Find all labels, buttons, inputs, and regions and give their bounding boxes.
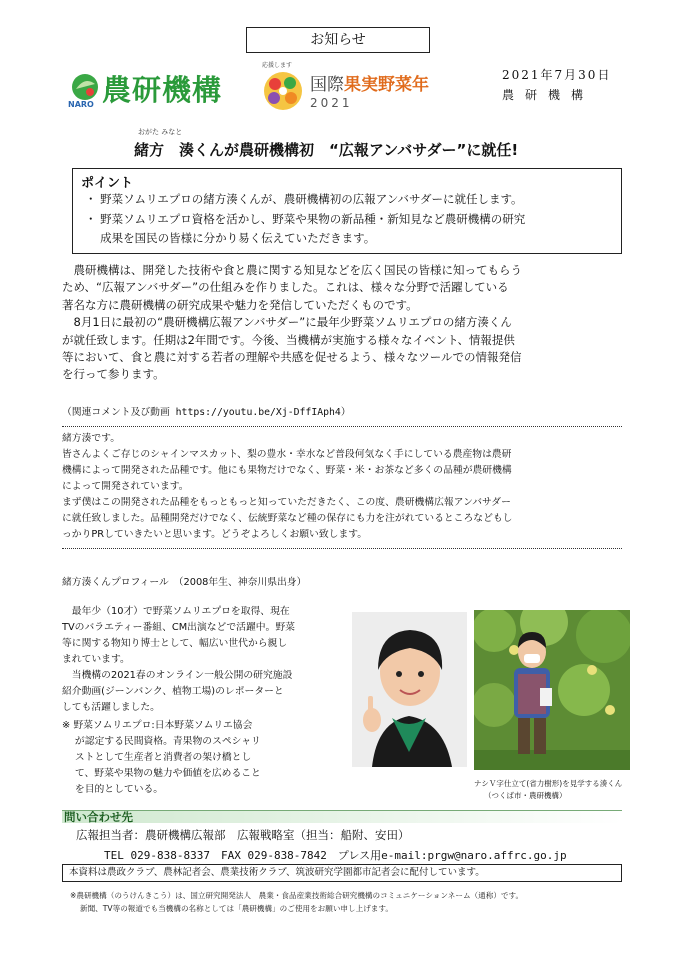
orchard-photo — [474, 610, 630, 770]
body-line: ため、“広報アンバサダー”の仕組みを作りました。これは、様々な分野で活躍している — [62, 280, 509, 295]
comment-link[interactable]: （関連コメント及び動画 https://youtu.be/Xj-DffIAph4） — [62, 407, 351, 418]
profile-line: まれています。 — [62, 654, 130, 665]
intl-year-title — [310, 70, 429, 95]
comment-line: まず僕はこの開発された品種をもっともっと知っていただきたく、この度、農研機構広報アンバサダー — [62, 497, 511, 508]
point-item: ・ 野菜ソムリエプロの緒方湊くんが、農研機構初の広報アンバサダーに就任します。 — [85, 192, 523, 206]
portrait-illustration — [352, 612, 467, 767]
intl-year-logo — [262, 60, 462, 114]
comment-line: によって開発されています。 — [62, 481, 189, 492]
note-line: て、野菜や果物の魅力や価値を広めること — [62, 768, 261, 779]
body-line: を行って参ります。 — [62, 367, 165, 382]
body-line: 8月1日に最初の“農研機構広報アンバサダー”に最年少野菜ソムリエプロの緒方湊くん — [62, 315, 512, 330]
press-distribution: 本資料は農政クラブ、農林記者会、農業技術クラブ、筑波研究学園都市記者会に配付しています。 — [62, 864, 622, 882]
comment-line: 機構によって開発された品種です。他にも果物だけでなく、野菜・米・お茶など多くの品種が農研機構 — [62, 465, 512, 476]
fruit-vegetable-icon — [262, 70, 304, 112]
comment-line: 皆さんよくご存じのシャインマスカット、梨の豊水・幸水など普段何気なく手にしている農産物は農研 — [62, 449, 512, 460]
contact-title: 問い合わせ先 — [64, 810, 133, 824]
note-line: ストとして生産者と消費者の架け橋とし — [62, 752, 252, 763]
photo-caption-location: （つくば市・農研機構） — [484, 791, 567, 800]
comment-text — [62, 431, 512, 543]
note-line: を目的としている。 — [62, 784, 164, 795]
headline: 緒方 湊くんが農研機構初 “広報アンバサダー”に就任! — [134, 141, 519, 159]
photo-caption: ナシＶ字仕立て(省力樹形)を見学する湊くん — [474, 779, 623, 788]
intl-year-year: 2021 — [310, 96, 353, 110]
body-line: が就任致します。任期は2年間です。今後、当機構が実施する様々なイベント、情報提供 — [62, 332, 515, 347]
body-line: 著名な方に農研機構の研究成果や魅力を発信していただくものです。 — [62, 297, 418, 312]
intl-year-title-bold: 果実野菜年 — [344, 75, 429, 95]
orchard-illustration — [474, 610, 630, 770]
divider — [62, 548, 622, 551]
divider — [62, 426, 622, 429]
contact-line-2: TEL 029-838-8337 FAX 029-838-7842 プレス用e-mail:prgw@naro.affrc.go.jp — [104, 849, 567, 862]
naro-logo — [68, 66, 248, 112]
footnote: ※農研機構（のうけんきこう）は、国立研究開発法人 農業・食品産業技術総合研究機構のコミュニケーションネーム（通称）です。 — [70, 891, 524, 900]
profile-line: 当機構の2021春のオンライン一般公開の研究施設 — [62, 670, 293, 681]
point-item: ・ 野菜ソムリエプロ資格を活かし、野菜や果物の新品種・新知見など農研機構の研究 — [85, 212, 526, 226]
profile-line: 最年少（10才）で野菜ソムリエプロを取得、現在 — [62, 606, 290, 617]
portrait-photo — [352, 612, 467, 767]
profile-line: 等に関する物知り博士として、幅広い世代から親し — [62, 638, 288, 649]
issuer-org: 農研機構 — [502, 88, 595, 102]
contact-line-1: 広報担当者：農研機構広報部 広報戦略室（担当：船附、安田） — [76, 828, 410, 842]
points-title: ポイント — [81, 176, 134, 191]
footnote: 新聞、TV等の報道でも当機構の名称としては「農研機構」のご使用をお願い申し上げます。 — [80, 904, 393, 913]
profile-line: しても活躍しました。 — [62, 702, 160, 713]
intl-year-title-pre: 国際 — [310, 75, 344, 95]
note-line: が認定する民間資格。青果物のスペシャリ — [62, 736, 261, 747]
body-line: 等において、食と農に対する若者の理解や共感を促せるよう、様々なツールでの情報発信 — [62, 350, 522, 365]
headline-ruby: おがた みなと — [138, 128, 183, 136]
profile-text — [62, 604, 295, 716]
profile-note — [62, 718, 261, 798]
point-item: 成果を国民の皆様に分かり易く伝えていただきます。 — [85, 231, 376, 245]
profile-line: TVのバラエティー番組、CM出演などで活躍中。野菜 — [62, 622, 295, 633]
profile-line: 紹介動画(ジーンバンク、植物工場)のレポーターと — [62, 686, 284, 697]
release-date: 2021年7月30日 — [502, 68, 612, 82]
comment-line: 緒方湊です。 — [62, 433, 120, 444]
note-line: ※ 野菜ソムリエプロ:日本野菜ソムリエ協会 — [62, 720, 253, 731]
notice-label: お知らせ — [246, 27, 430, 53]
logo-text: 農研機構 — [102, 73, 223, 107]
body-line: 農研機構は、開発した技術や食と農に関する知見などを広く国民の皆様に知ってもらう — [62, 263, 522, 277]
comment-line: っかりPRしていきたいと思います。どうぞよろしくお願い致します。 — [62, 529, 368, 540]
contact-bar — [62, 810, 622, 823]
logo-sub: NARO — [68, 100, 94, 109]
profile-title: 緒方湊くんプロフィール （2008年生、神奈川県出身） — [62, 577, 307, 588]
body-text — [62, 262, 620, 384]
intl-year-small: 応援します — [262, 62, 293, 69]
comment-line: に就任致しました。品種開発だけでなく、伝統野菜など種の保存にも力を注がれているところなどもし — [62, 513, 513, 524]
points-box — [72, 168, 622, 254]
